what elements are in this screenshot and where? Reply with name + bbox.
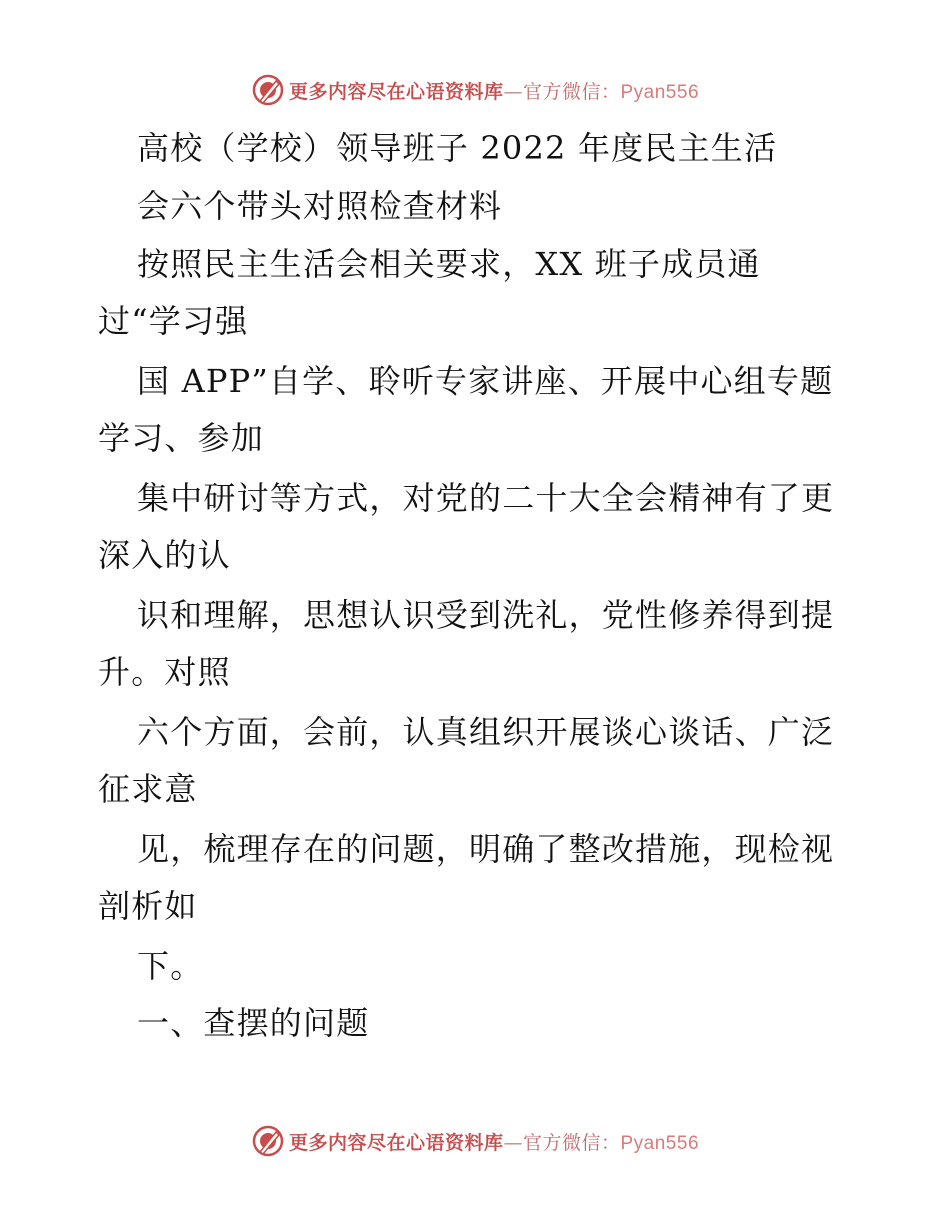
doc-paragraph-line: 过“学习强 <box>98 302 249 340</box>
doc-paragraph-line: 见，梳理存在的问题，明确了整改措施，现检视 <box>137 830 835 868</box>
doc-paragraph-line: 下。 <box>137 947 204 985</box>
watermark-wechat-id: Pyan556 <box>620 81 700 103</box>
doc-title-line-1: 高校（学校）领导班子 2022 年度民主生活 <box>137 129 778 167</box>
doc-paragraph-line: 学习、参加 <box>98 419 265 457</box>
doc-paragraph-line: 征求意 <box>98 770 198 808</box>
doc-paragraph-line: 识和理解，思想认识受到洗礼，党性修养得到提 <box>137 596 835 634</box>
pen-circle-logo-icon <box>251 1124 285 1158</box>
doc-title-line-2: 会六个带头对照检查材料 <box>137 187 503 225</box>
watermark-wechat-label: 官方微信： <box>522 1131 621 1154</box>
header-watermark <box>0 70 950 110</box>
watermark-dash: — <box>503 1131 523 1154</box>
watermark-dash: — <box>503 80 523 103</box>
watermark-site: 更多内容尽在心语资料库 <box>288 80 504 103</box>
doc-paragraph-line: 按照民主生活会相关要求，XX 班子成员通 <box>137 245 761 283</box>
doc-paragraph-line: 集中研讨等方式，对党的二十大全会精神有了更 <box>137 479 835 517</box>
doc-paragraph-line: 升。对照 <box>98 653 231 691</box>
watermark-wechat-id: Pyan556 <box>620 1132 700 1154</box>
footer-watermark <box>0 1121 950 1161</box>
doc-paragraph-line: 剖析如 <box>98 887 198 925</box>
doc-paragraph-line: 国 APP”自学、聆听专家讲座、开展中心组专题 <box>137 362 834 400</box>
doc-paragraph-line: 深入的认 <box>98 536 231 574</box>
watermark-site: 更多内容尽在心语资料库 <box>288 1131 504 1154</box>
watermark-wechat-label: 官方微信： <box>522 80 621 103</box>
doc-paragraph-line: 六个方面，会前，认真组织开展谈心谈话、广泛 <box>137 713 835 751</box>
doc-section-heading: 一、查摆的问题 <box>137 1004 370 1042</box>
pen-circle-logo-icon <box>251 73 285 107</box>
